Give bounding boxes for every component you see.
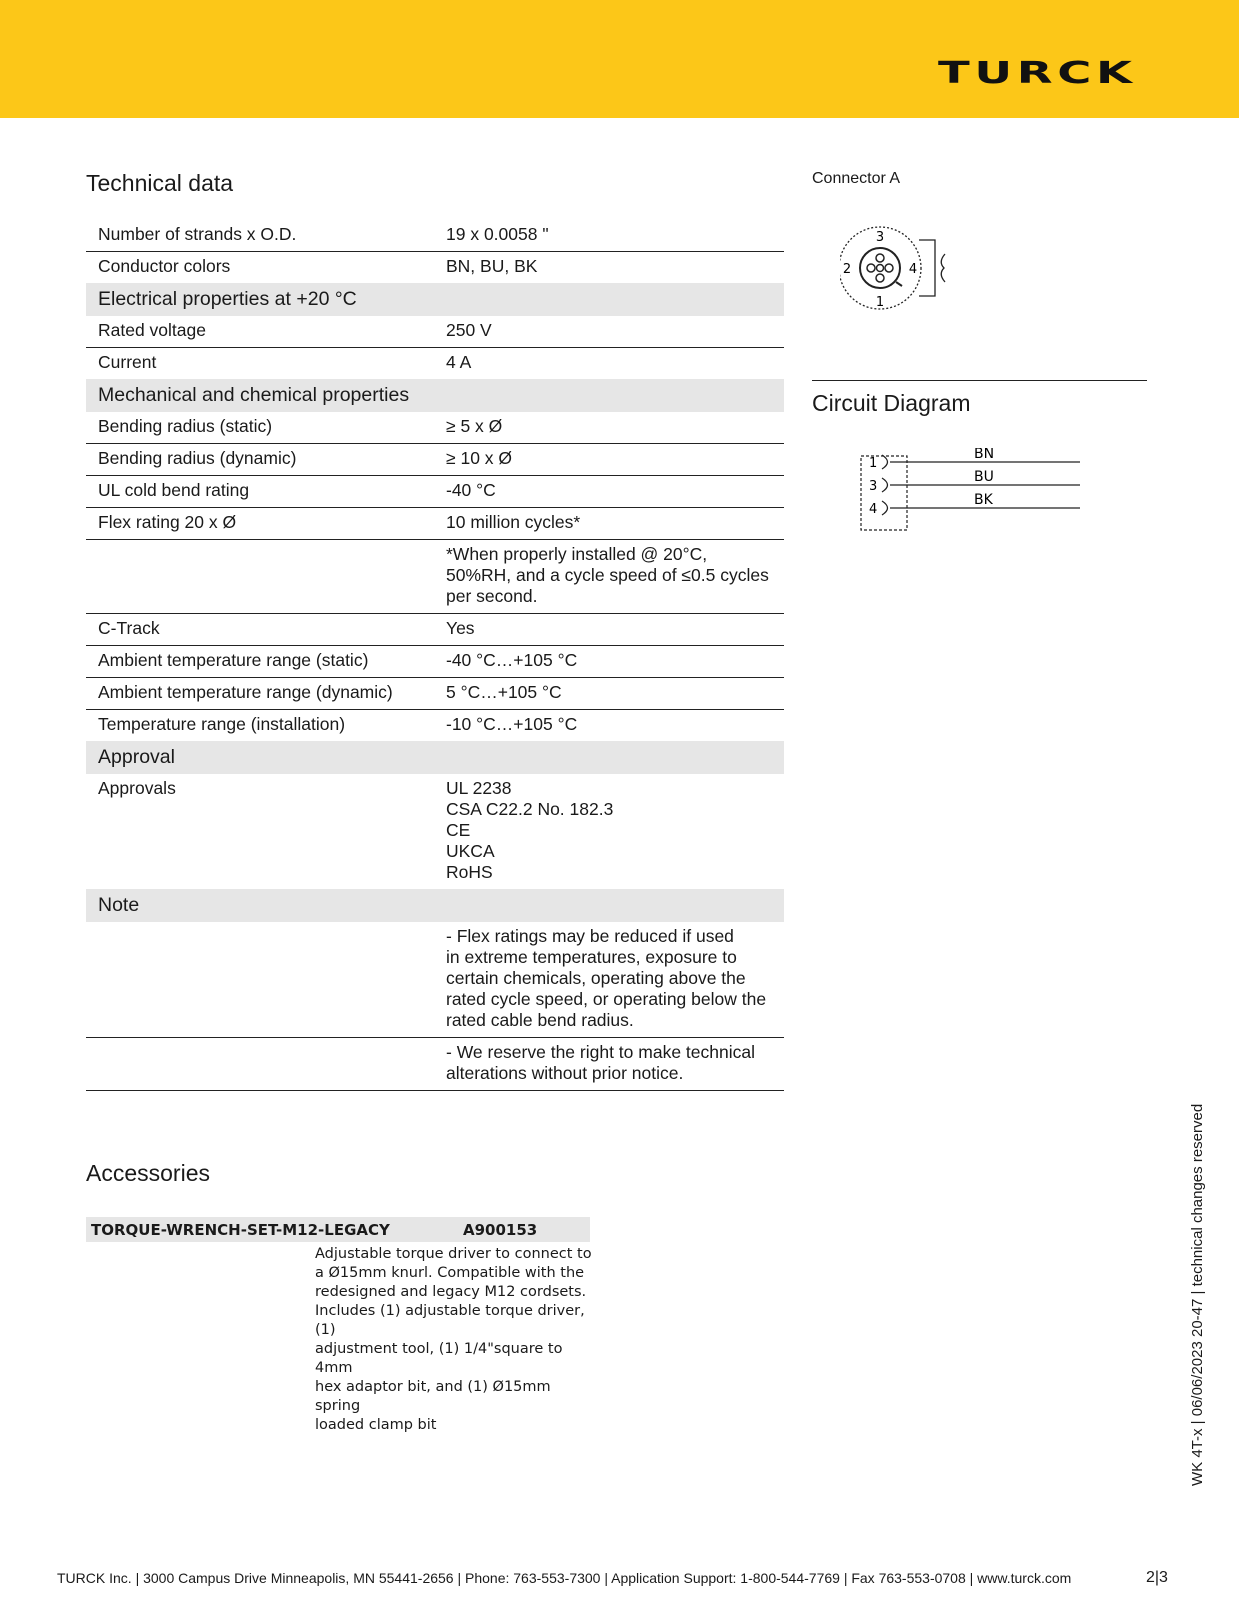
- property-value: -10 °C…+105 °C: [446, 714, 578, 734]
- property-name: Ambient temperature range (static): [86, 646, 434, 678]
- property-name: Flex rating 20 x Ø: [86, 508, 434, 540]
- property-name: Bending radius (dynamic): [86, 444, 434, 476]
- section-header: Electrical properties at +20 °C: [86, 283, 784, 316]
- pin-label-1: 1: [875, 295, 885, 310]
- property-value: - Flex ratings may be reduced if used in extreme temperatures, exposure to certain chemicals, operating above the rated cycle speed, or operating below the rated cable bend radius.: [434, 922, 784, 1038]
- circuit-diagram: [855, 448, 1085, 538]
- property-value: -40 °C: [434, 476, 784, 508]
- property-name: [86, 922, 434, 1038]
- contact-symbol: [882, 478, 888, 492]
- property-name: [86, 1038, 434, 1091]
- circuit-pin-number: 3: [869, 479, 878, 494]
- property-name: Bending radius (static): [86, 412, 434, 444]
- technical-data-table: [86, 220, 784, 1091]
- section-header: Note: [86, 889, 784, 922]
- property-name: [86, 540, 434, 614]
- accessories-title: Accessories: [86, 1160, 210, 1186]
- property-name: Number of strands x O.D.: [86, 220, 434, 252]
- property-value: 4 A: [446, 352, 472, 372]
- circuit-divider: [812, 380, 1147, 381]
- section-header: Approval: [86, 741, 784, 774]
- property-value: 10 million cycles*: [434, 508, 784, 540]
- property-value: -40 °C…+105 °C: [434, 646, 784, 678]
- accessory-name: TORQUE-WRENCH-SET-M12-LEGACY: [91, 1221, 390, 1239]
- accessory-row: [86, 1217, 590, 1242]
- table-row: [86, 922, 784, 1038]
- wire-color-label: BU: [974, 469, 994, 485]
- turck-logo: TURCK: [938, 56, 1137, 91]
- contact-symbol: [882, 455, 888, 469]
- property-value: ≥ 5 x Ø: [434, 412, 784, 444]
- table-row: [86, 1038, 784, 1091]
- pin-label-2: 2: [842, 262, 852, 277]
- property-name: Conductor colors: [98, 256, 231, 276]
- section-header-row: [86, 741, 784, 774]
- property-value: BN, BU, BK: [446, 256, 538, 276]
- page-number: 2|3: [1146, 1569, 1168, 1586]
- property-value: Yes: [434, 614, 784, 646]
- property-name: Current: [98, 352, 157, 372]
- wire-color-label: BN: [974, 448, 995, 462]
- pin-label-4: 4: [908, 262, 918, 277]
- table-row: [86, 476, 784, 508]
- property-value: UL 2238 CSA C22.2 No. 182.3 CE UKCA RoHS: [446, 778, 614, 882]
- property-value: 250 V: [434, 316, 784, 348]
- table-row: [86, 316, 784, 348]
- property-name: Approvals: [98, 778, 176, 798]
- contact-symbol: [882, 501, 888, 515]
- accessory-code: A900153: [463, 1221, 538, 1239]
- section-header-row: [86, 283, 784, 316]
- table-row: [86, 614, 784, 646]
- circuit-diagram-title: Circuit Diagram: [812, 390, 971, 416]
- document-revision-note: WK 4T-x | 06/06/2023 20-47 | technical changes reserved: [1189, 1103, 1206, 1486]
- connector-pinout-diagram: [840, 224, 980, 319]
- table-row: [86, 710, 784, 742]
- accessory-description: Adjustable torque driver to connect to a Ø15mm knurl. Compatible with the redesigned and legacy M12 cordsets. Includes (1) adjustable torque driver, (1) adjustment tool, (1) 1/4"square to 4mm hex adaptor bit, and (1) Ø15mm spring loaded clamp bit: [315, 1246, 592, 1433]
- property-value: - We reserve the right to make technical alterations without prior notice.: [434, 1038, 784, 1091]
- header-bar: [0, 0, 1239, 118]
- table-row: [86, 412, 784, 444]
- footer-contact: TURCK Inc. | 3000 Campus Drive Minneapolis, MN 55441-2656 | Phone: 763-553-7300 | Application Support: 1-800-544-7769 | Fax 763-553-0708 | www.turck.com: [57, 1570, 1072, 1586]
- circuit-pin-number: 1: [869, 456, 878, 471]
- property-value: 5 °C…+105 °C: [434, 678, 784, 710]
- table-row: [86, 444, 784, 476]
- section-header-row: [86, 379, 784, 412]
- property-name: UL cold bend rating: [86, 476, 434, 508]
- connector-label: Connector A: [812, 170, 901, 187]
- property-name: Ambient temperature range (dynamic): [86, 678, 434, 710]
- property-value: *When properly installed @ 20°C, 50%RH, and a cycle speed of ≤0.5 cycles per second.: [434, 540, 784, 614]
- table-row: [86, 678, 784, 710]
- technical-data-title: Technical data: [86, 170, 234, 196]
- pin-label-3: 3: [875, 230, 885, 245]
- property-value: 19 x 0.0058 ": [434, 220, 784, 252]
- property-name: C-Track: [86, 614, 434, 646]
- table-row: [86, 220, 784, 252]
- table-row: [86, 508, 784, 540]
- section-header: Mechanical and chemical properties: [86, 379, 784, 412]
- table-row: [86, 646, 784, 678]
- wire-color-label: BK: [974, 492, 993, 508]
- property-name: Temperature range (installation): [98, 714, 346, 734]
- table-row: [86, 540, 784, 614]
- section-header-row: [86, 889, 784, 922]
- property-name: Rated voltage: [86, 316, 434, 348]
- property-value: ≥ 10 x Ø: [434, 444, 784, 476]
- circuit-pin-number: 4: [869, 502, 878, 517]
- table-row: [86, 348, 784, 380]
- table-row: [86, 774, 784, 889]
- table-row: [86, 252, 784, 284]
